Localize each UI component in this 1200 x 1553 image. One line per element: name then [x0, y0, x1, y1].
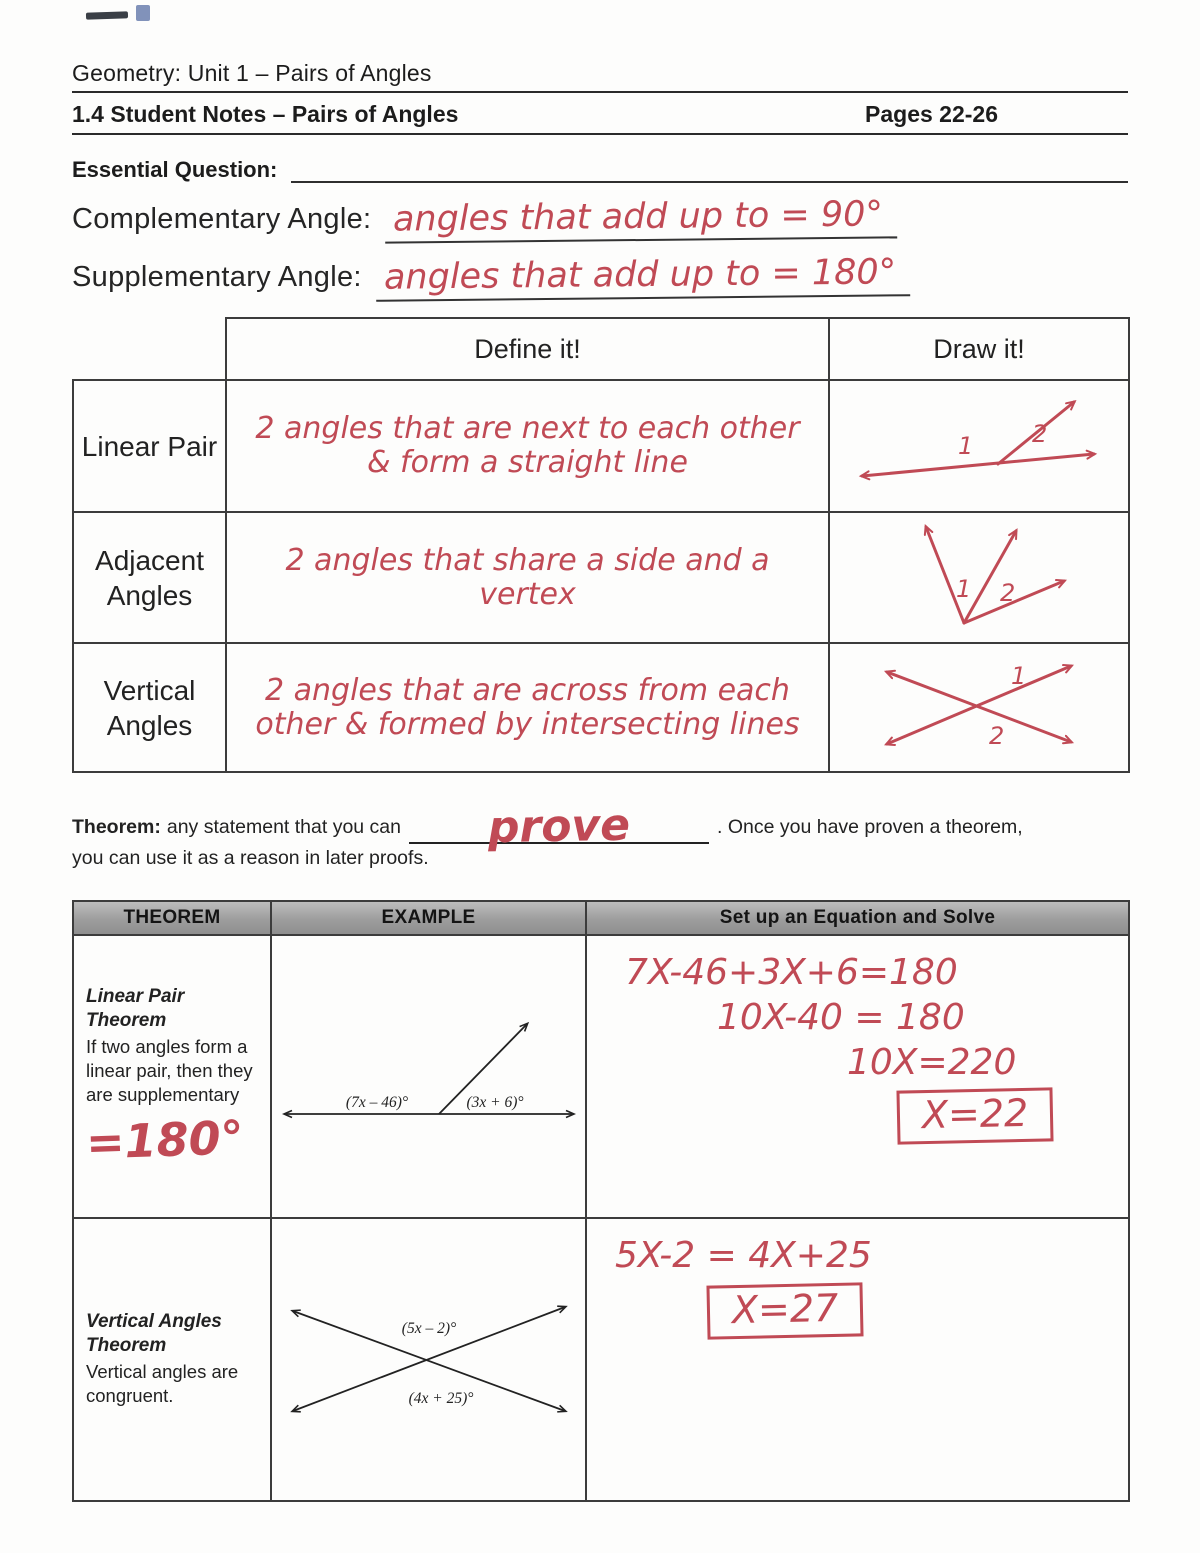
term-linear-pair: Linear Pair: [73, 380, 226, 512]
definitions-header-row: [73, 318, 1129, 380]
theorem-paragraph: [72, 799, 1128, 874]
linear-pair-example-diagram: [277, 1010, 581, 1138]
linear-pair-example-cell: [271, 935, 586, 1218]
work-line: 5X-2 = 4X+25: [615, 1234, 872, 1276]
complementary-row: [72, 194, 1128, 241]
angle2-expression: (3x + 6)°: [465, 1093, 524, 1111]
supplementary-answer: angles that add up to = 180°: [376, 252, 911, 302]
table-row: [73, 380, 1129, 512]
essential-question-blank: [291, 159, 1128, 183]
handwritten-180-note: =180°: [85, 1110, 245, 1170]
example-column-header: EXAMPLE: [271, 901, 586, 935]
theorem-name: Vertical Angles Theorem: [86, 1311, 222, 1356]
table-row: [73, 935, 1129, 1218]
vertical-angles-theorem-cell: [73, 1218, 271, 1501]
theorem-text-before: any statement that you can: [166, 816, 402, 838]
complementary-label: Complementary Angle:: [72, 203, 372, 235]
theorem-description: Vertical angles are congruent.: [86, 1360, 239, 1406]
linear-pair-work-cell: [586, 935, 1129, 1218]
theorems-header-row: [73, 901, 1129, 935]
page-title: 1.4 Student Notes – Pairs of Angles: [72, 101, 459, 127]
angle-1-label: 1: [1011, 662, 1027, 690]
empty-corner-cell: [73, 318, 226, 380]
divider: [72, 133, 1128, 135]
angle-2-label: 2: [1000, 579, 1016, 607]
theorem-text-after: . Once you have proven a theorem,: [717, 816, 1023, 838]
term-vertical-angles: Vertical Angles: [73, 643, 226, 772]
divider: [72, 91, 1128, 93]
angle1-expression: (7x – 46)°: [345, 1093, 408, 1111]
define-it-header: Define it!: [226, 318, 829, 380]
angle1-expression: (5x – 2)°: [401, 1319, 456, 1337]
theorem-line2: you can use it as a reason in later proofs.: [72, 847, 429, 870]
angle-1-label: 1: [956, 575, 972, 603]
work-line: 10X=220: [847, 1041, 1017, 1083]
essential-question-label: Essential Question:: [72, 157, 278, 182]
vertical-angles-work-cell: [586, 1218, 1129, 1501]
work-line: 7X-46+3X+6=180: [625, 951, 958, 993]
equation-column-header: Set up an Equation and Solve: [586, 901, 1129, 935]
definition-vertical-angles: 2 angles that are across from each other & formed by intersecting lines: [226, 643, 829, 772]
angle-1-label: 1: [958, 431, 974, 460]
scan-artifact: [86, 11, 128, 19]
supplementary-row: [72, 252, 1128, 299]
angle-2-label: 2: [1032, 419, 1048, 448]
supplementary-label: Supplementary Angle:: [72, 261, 362, 293]
linear-pair-theorem-cell: [73, 935, 271, 1218]
angle2-expression: (4x + 25)°: [408, 1389, 473, 1407]
linear-pair-drawing: [846, 388, 1112, 500]
boxed-answer: X=27: [706, 1282, 863, 1339]
scan-artifact: [136, 5, 150, 21]
definition-adjacent-angles: 2 angles that share a side and a vertex: [226, 512, 829, 643]
subtitle-row: [72, 101, 1128, 133]
theorem-answer: prove: [487, 799, 631, 854]
definition-linear-pair: 2 angles that are next to each other & form a straight line: [226, 380, 829, 512]
theorem-column-header: THEOREM: [73, 901, 271, 935]
definitions-table: [72, 317, 1130, 773]
theorem-description: If two angles form a linear pair, then they are supplementary: [86, 1035, 253, 1105]
table-row: [73, 512, 1129, 643]
boxed-answer: X=22: [896, 1087, 1053, 1144]
theorem-label: Theorem:: [72, 816, 161, 838]
course-title: Geometry: Unit 1 – Pairs of Angles: [72, 60, 432, 86]
theorems-table: [72, 900, 1130, 1502]
angle-2-label: 2: [989, 722, 1005, 750]
work-line: 10X-40 = 180: [717, 996, 965, 1038]
draw-it-header: Draw it!: [829, 318, 1129, 380]
vertical-angles-drawing: [871, 648, 1087, 762]
pages-label: Pages 22-26: [865, 101, 998, 127]
vertical-angles-example-diagram: [277, 1277, 581, 1437]
theorem-name: Linear Pair Theorem: [86, 986, 185, 1031]
drawing-cell: [829, 380, 1129, 512]
table-row: [73, 1218, 1129, 1501]
drawing-cell: [829, 512, 1129, 643]
essential-question-row: [72, 157, 1128, 183]
term-adjacent-angles: Adjacent Angles: [73, 512, 226, 643]
vertical-angles-example-cell: [271, 1218, 586, 1501]
adjacent-angles-drawing: [874, 517, 1084, 633]
table-row: [73, 643, 1129, 772]
drawing-cell: [829, 643, 1129, 772]
theorem-blank: [409, 799, 709, 854]
complementary-answer: angles that add up to = 90°: [385, 194, 897, 243]
